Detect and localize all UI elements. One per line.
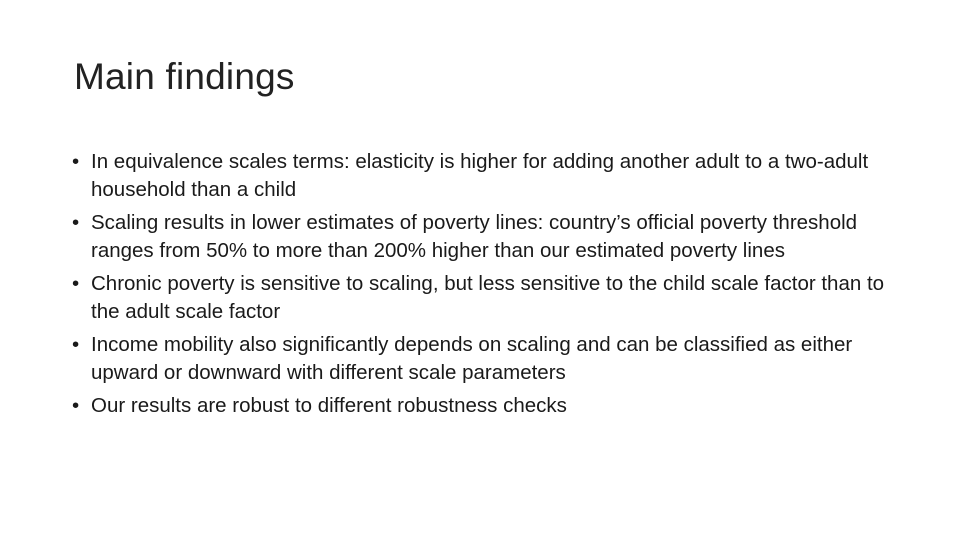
bullet-item (72, 270, 892, 326)
bullet-marker: • (72, 394, 80, 417)
bullet-item (72, 148, 892, 204)
bullet-text: Our results are robust to different robustness checks (91, 394, 567, 417)
bullet-item (72, 331, 892, 387)
slide-title: Main findings (74, 56, 295, 97)
bullet-marker: • (72, 150, 80, 173)
bullet-item (72, 392, 892, 420)
bullet-text: Income mobility also significantly depends on scaling and can be classified as either upward or downward with different scale parameters (91, 333, 853, 384)
bullet-marker: • (72, 333, 80, 356)
bullet-text: Chronic poverty is sensitive to scaling, but less sensitive to the child scale factor than to the adult scale factor (91, 272, 885, 323)
bullet-text: In equivalence scales terms: elasticity is higher for adding another adult to a two-adult household than a child (91, 150, 869, 201)
bullet-item (72, 209, 892, 265)
bullet-marker: • (72, 211, 80, 234)
bullet-text: Scaling results in lower estimates of poverty lines: country’s official poverty threshold ranges from 50% to more than 200% higher than our estimated poverty lines (91, 211, 858, 262)
bullet-marker: • (72, 272, 80, 295)
bullet-list (72, 148, 892, 425)
